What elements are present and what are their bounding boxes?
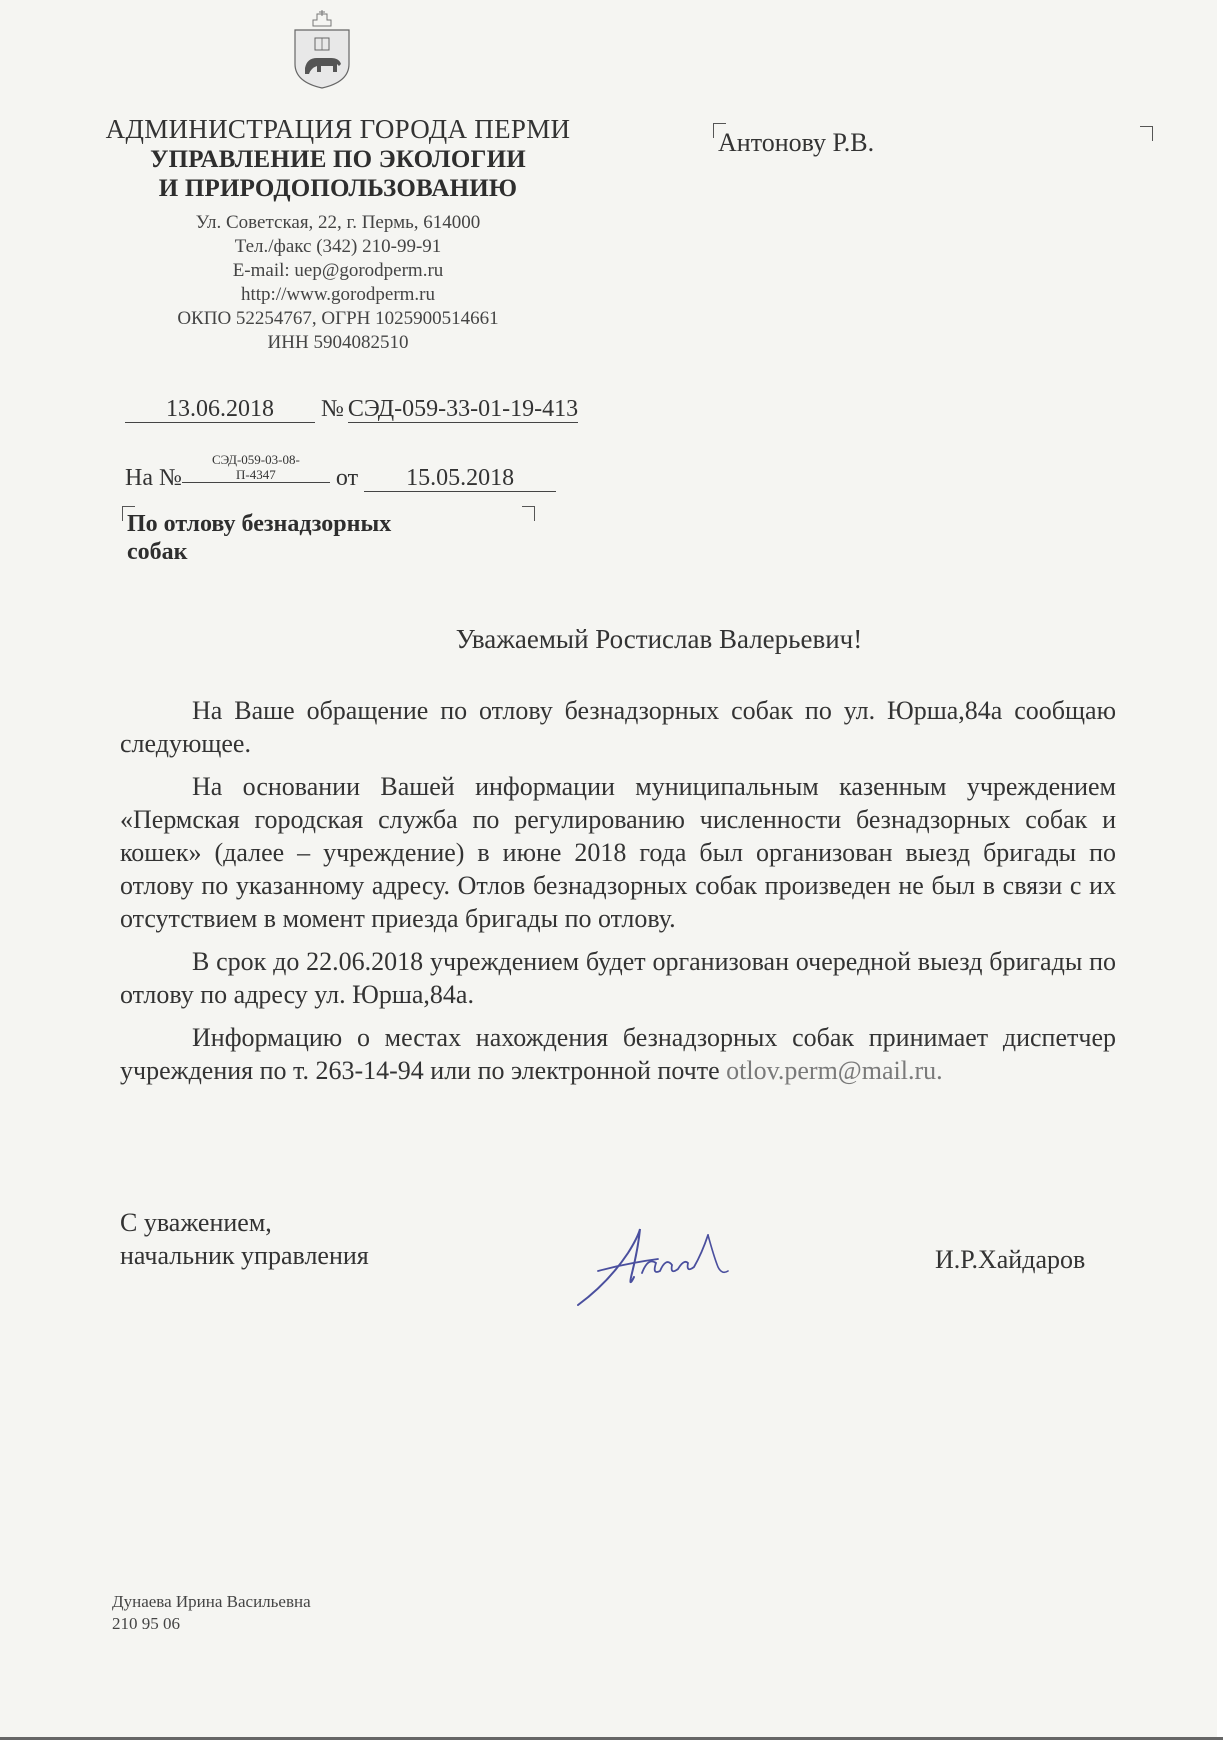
closing-phrase: С уважением, — [120, 1208, 272, 1237]
executor-info — [112, 1591, 311, 1635]
letter-body — [120, 694, 1116, 1097]
perm-coat-of-arms-icon — [291, 8, 353, 90]
reference-prefix: На № — [125, 465, 182, 491]
scan-edge-right — [1217, 0, 1223, 1754]
addressee: Антонову Р.В. — [718, 128, 875, 157]
body-paragraph-4-text: Информацию о местах нахождения безнадзорных собак принимает диспетчер учреждения по т. 263-14-94 или по электронной почте — [120, 1023, 1116, 1085]
reference-line — [125, 452, 556, 492]
signature-block — [120, 1206, 369, 1272]
greeting: Уважаемый Ростислав Валерьевич! — [455, 624, 863, 654]
sender-header — [78, 116, 598, 355]
sender-okpo-ogrn: ОКПО 52254767, ОГРН 1025900514661 — [177, 308, 499, 329]
signer-position: начальник управления — [120, 1241, 369, 1270]
addressee-corner-right — [1140, 126, 1153, 141]
letter-subject: По отлову безнадзорных собак — [127, 511, 392, 565]
signer-name: И.Р.Хайдаров — [935, 1245, 1086, 1274]
sender-website: http://www.gorodperm.ru — [240, 284, 436, 305]
sender-phone: Тел./факс (342) 210-99-91 — [234, 236, 442, 257]
body-paragraph-3: В срок до 22.06.2018 учреждением будет организован очередной выезд бригады по отлову по адресу ул. Юрша,84а. — [120, 947, 1116, 1009]
registration-line — [125, 396, 578, 423]
registration-number: СЭД-059-33-01-19-413 — [347, 396, 579, 422]
scan-edge-bottom — [0, 1740, 1223, 1754]
registration-number-label: № — [321, 396, 344, 422]
registration-date: 13.06.2018 — [125, 396, 315, 423]
reference-from-label: от — [335, 465, 359, 491]
sender-inn: ИНН 5904082510 — [267, 332, 409, 353]
sender-address: Ул. Советская, 22, г. Пермь, 614000 — [195, 212, 481, 233]
sender-email: E-mail: uep@gorodperm.ru — [232, 260, 444, 281]
executor-phone: 210 95 06 — [112, 1614, 180, 1633]
department-name-line1: УПРАВЛЕНИЕ ПО ЭКОЛОГИИ — [150, 146, 526, 173]
executor-name: Дунаева Ирина Васильевна — [112, 1592, 311, 1611]
body-paragraph-1: На Ваше обращение по отлову безнадзорных собак по ул. Юрша,84а сообщаю следующее. — [120, 696, 1116, 758]
reference-number-line2: П-4347 — [236, 467, 276, 482]
reference-number — [182, 452, 330, 483]
reference-date: 15.05.2018 — [364, 465, 556, 492]
reference-number-line1: СЭД-059-03-08- — [211, 452, 300, 467]
body-paragraph-4 — [120, 1021, 1116, 1087]
handwritten-signature-icon — [568, 1213, 748, 1313]
administration-name: АДМИНИСТРАЦИЯ ГОРОДА ПЕРМИ — [105, 114, 571, 144]
contact-email: otlov.perm@mail.ru. — [726, 1056, 943, 1085]
subject-corner-right — [522, 506, 535, 521]
body-paragraph-2: На основании Вашей информации муниципальным казенным учреждением «Пермская городская служба по регулированию численности безнадзорных собак и кошек» (далее – учреждение) в июне 2018 года был организован выезд бригады по отлову по указанному адресу. Отлов безнадзорных собак произведен не был в связи с их отсутствием в момент приезда бригады по отлову. — [120, 772, 1116, 933]
sender-details — [78, 211, 598, 355]
department-name-line2: И ПРИРОДОПОЛЬЗОВАНИЮ — [158, 175, 518, 202]
